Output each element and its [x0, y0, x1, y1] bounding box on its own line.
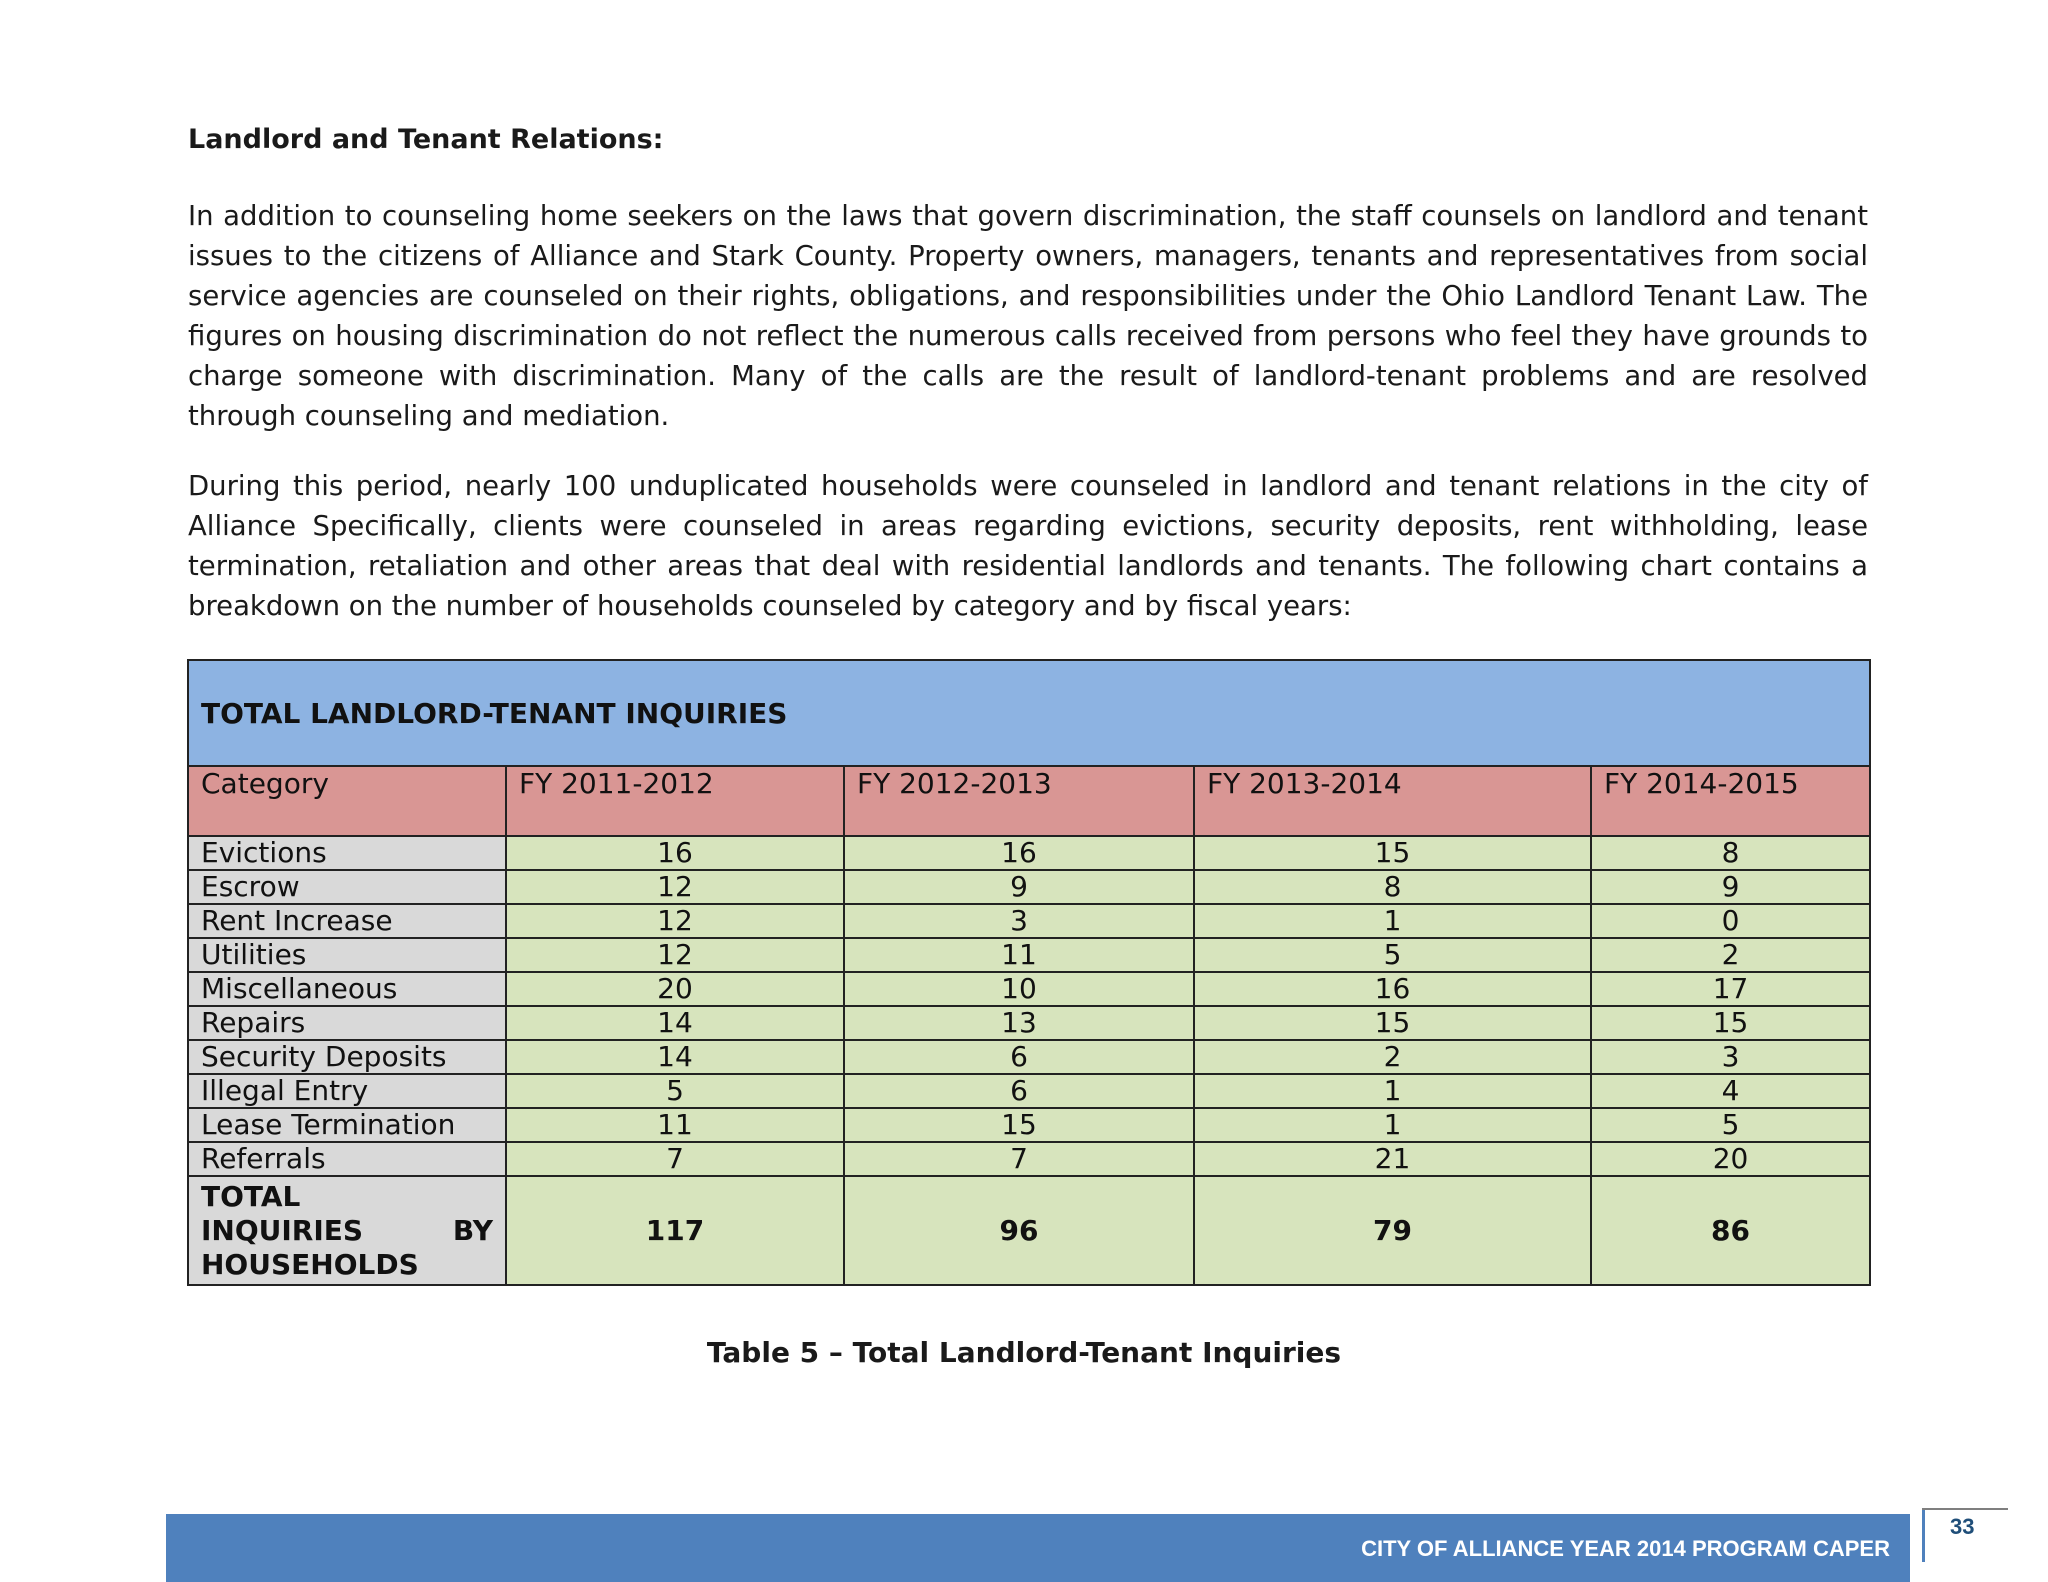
value-cell: 14 [506, 1006, 844, 1040]
total-label-word: INQUIRIES [201, 1213, 364, 1247]
value-cell: 5 [1194, 938, 1591, 972]
value-cell: 16 [506, 836, 844, 870]
footer-title: CITY OF ALLIANCE YEAR 2014 PROGRAM CAPER [1361, 1536, 1890, 1561]
table-row [188, 870, 1870, 904]
value-cell: 16 [844, 836, 1194, 870]
category-cell: Utilities [188, 938, 506, 972]
column-header: FY 2013-2014 [1194, 766, 1591, 836]
table-header-row [188, 766, 1870, 836]
value-cell: 11 [844, 938, 1194, 972]
page-number-divider [1922, 1510, 1925, 1562]
value-cell: 2 [1591, 938, 1870, 972]
footer-bar [166, 1514, 1910, 1582]
value-cell: 3 [1591, 1040, 1870, 1074]
value-cell: 20 [506, 972, 844, 1006]
table-row [188, 1142, 1870, 1176]
column-header: FY 2012-2013 [844, 766, 1194, 836]
column-header: Category [188, 766, 506, 836]
value-cell: 14 [506, 1040, 844, 1074]
table-row [188, 1074, 1870, 1108]
value-cell: 1 [1194, 1108, 1591, 1142]
value-cell: 20 [1591, 1142, 1870, 1176]
value-cell: 7 [506, 1142, 844, 1176]
table-title: TOTAL LANDLORD-TENANT INQUIRIES [188, 660, 1870, 766]
period-paragraph: During this period, nearly 100 unduplicated households were counseled in landlord and tenant relations in the city of Alliance Specifically, clients were counseled in areas regarding evictions, security deposits, rent withholding, lease termination, retaliation and other areas that deal with residential landlords and tenants. The following chart contains a breakdown on the number of households counseled by category and by fiscal years: [188, 470, 1868, 622]
total-label-word: BY [452, 1213, 493, 1247]
table-row [188, 938, 1870, 972]
category-cell: Referrals [188, 1142, 506, 1176]
value-cell: 0 [1591, 904, 1870, 938]
total-label-cell [188, 1176, 506, 1285]
total-value-cell: 86 [1591, 1176, 1870, 1285]
total-label-line [201, 1214, 493, 1248]
value-cell: 10 [844, 972, 1194, 1006]
value-cell: 6 [844, 1040, 1194, 1074]
category-cell: Miscellaneous [188, 972, 506, 1006]
section-heading: Landlord and Tenant Relations: [188, 124, 664, 155]
category-cell: Rent Increase [188, 904, 506, 938]
total-row [188, 1176, 1870, 1285]
value-cell: 16 [1194, 972, 1591, 1006]
total-value-cell: 117 [506, 1176, 844, 1285]
value-cell: 5 [506, 1074, 844, 1108]
total-label-line: HOUSEHOLDS [201, 1247, 419, 1281]
value-cell: 5 [1591, 1108, 1870, 1142]
column-header: FY 2011-2012 [506, 766, 844, 836]
value-cell: 8 [1194, 870, 1591, 904]
value-cell: 1 [1194, 1074, 1591, 1108]
category-cell: Escrow [188, 870, 506, 904]
category-cell: Security Deposits [188, 1040, 506, 1074]
table-row [188, 904, 1870, 938]
value-cell: 9 [844, 870, 1194, 904]
value-cell: 15 [1194, 836, 1591, 870]
table-title-row [188, 660, 1870, 766]
category-cell: Repairs [188, 1006, 506, 1040]
value-cell: 15 [1591, 1006, 1870, 1040]
value-cell: 11 [506, 1108, 844, 1142]
category-cell: Evictions [188, 836, 506, 870]
table-row [188, 1108, 1870, 1142]
value-cell: 3 [844, 904, 1194, 938]
category-cell: Illegal Entry [188, 1074, 506, 1108]
value-cell: 4 [1591, 1074, 1870, 1108]
value-cell: 8 [1591, 836, 1870, 870]
value-cell: 12 [506, 904, 844, 938]
column-header: FY 2014-2015 [1591, 766, 1870, 836]
total-label-line: TOTAL [201, 1179, 301, 1213]
value-cell: 12 [506, 870, 844, 904]
value-cell: 2 [1194, 1040, 1591, 1074]
table-row [188, 972, 1870, 1006]
value-cell: 15 [844, 1108, 1194, 1142]
value-cell: 1 [1194, 904, 1591, 938]
table-row [188, 1006, 1870, 1040]
inquiries-table [187, 659, 1871, 1286]
table-caption: Table 5 – Total Landlord-Tenant Inquiries [706, 1336, 1342, 1369]
page-number-rule [1922, 1508, 2008, 1510]
intro-paragraph: In addition to counseling home seekers on the laws that govern discrimination, the staff counsels on landlord and tenant issues to the citizens of Alliance and Stark County. Property owners, managers, tenants and representatives from social service agencies are counseled on their rights, obligations, and responsibilities under the Ohio Landlord Tenant Law. The figures on housing discrimination do not reflect the numerous calls received from persons who feel they have grounds to charge someone with discrimination. Many of the calls are the result of landlord-tenant problems and are resolved through counseling and mediation. [188, 200, 1868, 432]
value-cell: 9 [1591, 870, 1870, 904]
page-number: 33 [1950, 1514, 1975, 1539]
table-row [188, 836, 1870, 870]
value-cell: 7 [844, 1142, 1194, 1176]
value-cell: 17 [1591, 972, 1870, 1006]
value-cell: 12 [506, 938, 844, 972]
table-row [188, 1040, 1870, 1074]
value-cell: 13 [844, 1006, 1194, 1040]
total-value-cell: 96 [844, 1176, 1194, 1285]
value-cell: 21 [1194, 1142, 1591, 1176]
value-cell: 15 [1194, 1006, 1591, 1040]
category-cell: Lease Termination [188, 1108, 506, 1142]
value-cell: 6 [844, 1074, 1194, 1108]
total-value-cell: 79 [1194, 1176, 1591, 1285]
